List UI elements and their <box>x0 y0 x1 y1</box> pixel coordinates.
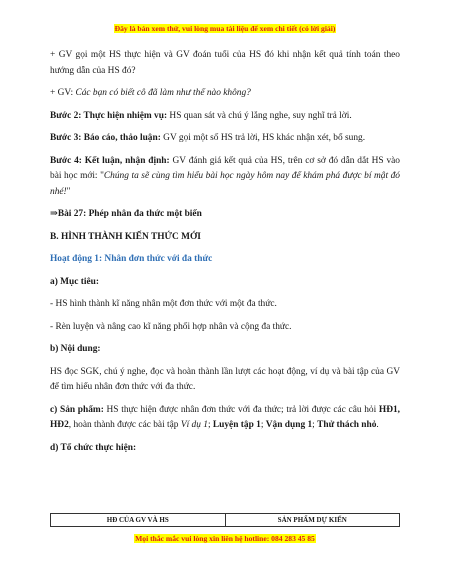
product-sep-3: ; <box>312 420 318 430</box>
paragraph-gv-question <box>50 86 400 102</box>
activity-1-heading: Hoạt động 1: Nhân đơn thức với đa thức <box>50 254 213 264</box>
activity-table <box>50 513 400 527</box>
objective-1: - HS hình thành kĩ năng nhân một đơn thức với một đa thức. <box>50 299 277 309</box>
step-4-label: Bước 4: Kết luận, nhận định: <box>50 155 170 166</box>
content-text: HS đọc SGK, chú ý nghe, đọc và hoàn thành lần lượt các hoạt động, ví dụ và bài tập của GV để tìm hiểu nhân đơn thức với đa thức. <box>50 366 400 392</box>
content-heading: b) Nội dung: <box>50 344 101 354</box>
objective-2: - Rèn luyện và nâng cao kĩ năng phối hợp nhân và cộng đa thức. <box>50 321 292 332</box>
step-4 <box>50 154 400 201</box>
product-luyentap: Luyện tập 1 <box>212 420 261 430</box>
step-3 <box>50 131 400 147</box>
gv-question-italic: Các bạn có biết cô đã làm như thế nào không? <box>75 88 251 98</box>
product-label: c) Sản phẩm: <box>50 404 104 415</box>
step-2-label: Bước 2: Thực hiện nhiệm vụ: <box>50 110 168 121</box>
step-3-text: GV gọi một số HS trả lời, HS khác nhận xét, bổ sung. <box>160 133 366 143</box>
section-b-heading: B. HÌNH THÀNH KIẾN THỨC MỚI <box>50 231 201 242</box>
product-text-1: HS thực hiện được nhân đơn thức với đa thức; trả lời được các câu hỏi <box>103 404 379 415</box>
product-paragraph <box>50 403 400 434</box>
hotline-banner <box>0 534 450 543</box>
lesson-title: ⇒Bài 27: Phép nhân đa thức một biến <box>50 209 202 219</box>
preview-banner <box>0 24 450 33</box>
table-header-san-pham: SẢN PHẨM DỰ KIẾN <box>225 514 400 527</box>
paragraph-gv-call: + GV gọi một HS thực hiện và GV đoán tuổi của HS đó khi nhận kết quả tính toán theo hướng dẫn của HS đó? <box>50 50 400 76</box>
table-header-gv-hs: HĐ CỦA GV VÀ HS <box>51 514 226 527</box>
step-4-text: GV đánh giá kết quả của HS, trên cơ sở đó dẫn dắt HS vào bài học mới: " <box>50 155 400 181</box>
step-4-end: " <box>66 186 71 197</box>
product-thuthach: Thử thách nhỏ <box>317 420 377 430</box>
gv-prefix: + GV: <box>50 88 76 98</box>
step-4-italic: Chúng ta sẽ cùng tìm hiểu bài học ngày hôm nay để khám phá được bí mật đó nhé! <box>50 171 400 197</box>
product-vandung: Vận dụng 1 <box>265 420 313 430</box>
product-hd: HĐ1, HĐ2 <box>50 404 400 430</box>
product-end: . <box>376 420 379 430</box>
document-body <box>50 48 400 463</box>
product-sep-1: ; <box>207 420 213 430</box>
hotline-banner-text: Mọi thắc mắc vui lòng xin liên hệ hotline: 084 283 45 85 <box>135 534 315 543</box>
table-header-row <box>51 514 400 527</box>
step-2-text: HS quan sát và chú ý lắng nghe, suy nghĩ trả lời. <box>167 110 352 121</box>
preview-banner-text: Đây là bản xem thử, vui lòng mua tài liệu để xem chi tiết (có lời giải) <box>114 24 336 33</box>
product-text-2: , hoàn thành được các bài tập <box>68 420 181 430</box>
product-sep-2: ; <box>260 420 266 430</box>
organization-heading: d) Tổ chức thực hiện: <box>50 442 137 453</box>
step-3-label: Bước 3: Báo cáo, thảo luận: <box>50 133 161 143</box>
product-vidu: Ví dụ 1 <box>180 420 208 430</box>
step-2 <box>50 109 400 125</box>
objective-heading: a) Mục tiêu: <box>50 276 99 287</box>
